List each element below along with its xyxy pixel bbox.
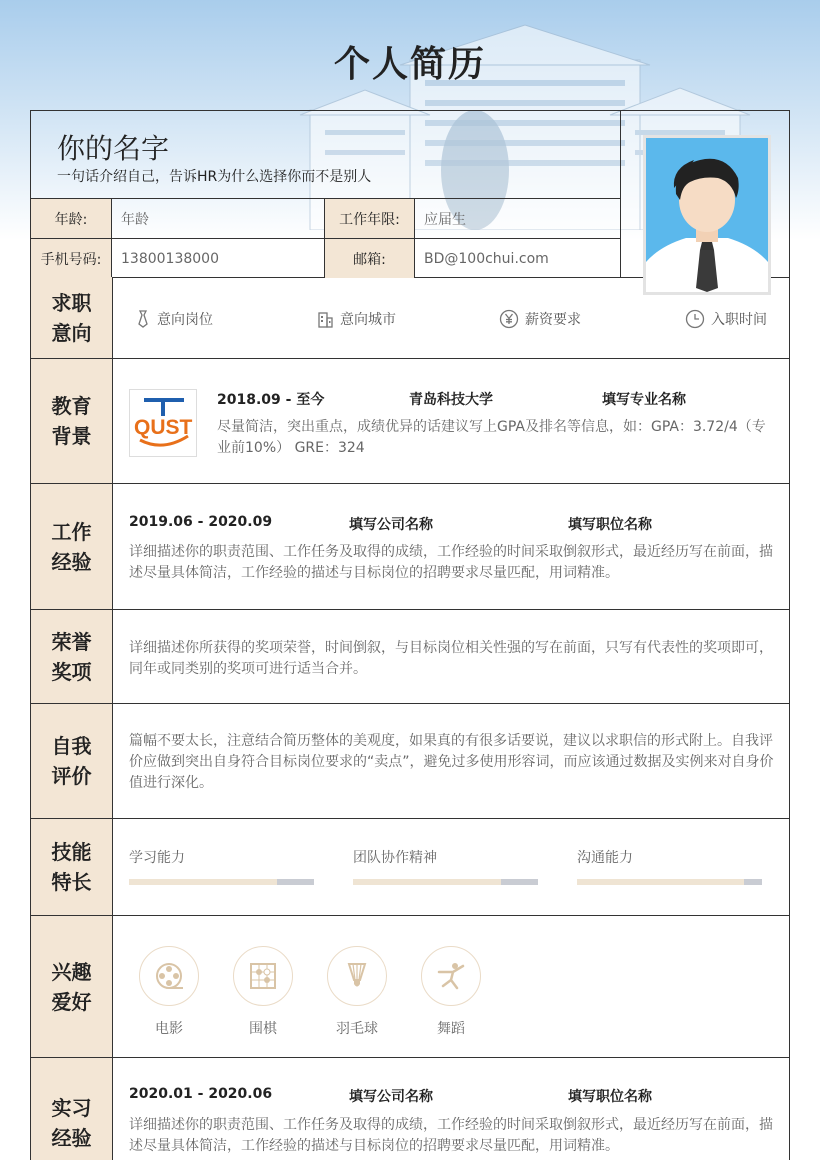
internship-position: 填写职位名称 <box>568 1089 652 1105</box>
go-board-icon <box>247 960 279 992</box>
yen-icon <box>499 309 519 329</box>
section-hobbies <box>30 916 790 1058</box>
email-value: BD@100chui.com <box>424 250 549 267</box>
candidate-tagline: 一句话介绍自己，告诉HR为什么选择你而不是别人 <box>57 169 372 185</box>
section-label: 技能特长 <box>31 819 113 915</box>
info-row-contact <box>31 238 620 278</box>
tie-icon <box>135 310 151 328</box>
email-label: 邮箱: <box>325 239 415 278</box>
page-title: 个人简历 <box>333 44 486 85</box>
intent-city: 意向城市 <box>317 309 396 329</box>
section-label: 实习经验 <box>31 1058 113 1160</box>
hobby-name: 舞蹈 <box>437 1021 465 1037</box>
honors-description: 详细描述你所获得的奖项荣誉，时间倒叙，与目标岗位相关性强的写在前面，只写有代表性的奖项即可，同年或同类别的奖项可进行适当合并。 <box>129 640 773 677</box>
section-label: 工作经验 <box>31 484 113 609</box>
phone-label: 手机号码: <box>31 239 112 278</box>
shuttlecock-icon <box>341 960 373 992</box>
age-value: 年龄 <box>112 199 325 238</box>
education-major: 填写专业名称 <box>602 392 686 408</box>
hobby-item <box>420 946 482 1038</box>
work-company: 填写公司名称 <box>349 517 433 533</box>
intent-start-date: 入职时间 <box>685 309 767 329</box>
intent-position: 意向岗位 <box>135 309 213 329</box>
section-work <box>30 484 790 610</box>
section-label: 教育背景 <box>31 359 113 483</box>
clock-icon <box>685 309 705 329</box>
hobby-item <box>326 946 388 1038</box>
intent-salary: 薪资要求 <box>499 309 581 329</box>
internship-company: 填写公司名称 <box>349 1089 433 1105</box>
skill-name: 沟通能力 <box>577 850 633 866</box>
resume-header <box>30 110 790 278</box>
section-label: 荣誉奖项 <box>31 610 113 703</box>
work-position: 填写职位名称 <box>568 517 652 533</box>
school-logo <box>129 389 197 457</box>
section-honors <box>30 610 790 704</box>
work-description: 详细描述你的职责范围、工作任务及取得的成绩，工作经验的时间采取倒叙形式，最近经历写在前面，描述尽量具体简洁，工作经验的描述与目标岗位的招聘要求尽量匹配，用词精准。 <box>129 544 773 581</box>
self-evaluation-description: 篇幅不要太长，注意结合简历整体的美观度，如果真的有很多话要说，建议以求职信的形式附上。自我评价应做到突出自身符合目标岗位要求的“卖点”，避免过多使用形容词，而应该通过数据及实例来对自身价值进行深化。 <box>129 733 774 791</box>
skill-item <box>577 847 762 885</box>
skill-name: 团队协作精神 <box>353 850 437 866</box>
work-period: 2019.06 - 2020.09 <box>129 514 273 530</box>
building-icon <box>317 311 334 328</box>
section-label: 兴趣爱好 <box>31 916 113 1057</box>
avatar-illustration <box>646 138 768 292</box>
skill-bar <box>577 879 762 885</box>
section-intent <box>30 277 790 359</box>
film-reel-icon <box>153 960 185 992</box>
phone-value: 13800138000 <box>112 239 325 278</box>
hobby-item <box>232 946 294 1038</box>
section-label: 自我评价 <box>31 704 113 818</box>
skill-item <box>353 847 538 885</box>
section-label: 求职意向 <box>31 277 113 358</box>
age-label: 年龄: <box>31 199 112 238</box>
education-description: 尽量简洁，突出重点，成绩优异的话建议写上GPA及排名等信息，如：GPA：3.72/4（专业前10%） GRE：324 <box>217 419 766 456</box>
education-period: 2018.09 - 至今 <box>217 392 325 408</box>
hobby-name: 羽毛球 <box>336 1021 378 1037</box>
dancer-icon <box>435 960 467 992</box>
resume-frame <box>30 110 790 1160</box>
internship-description: 详细描述你的职责范围、工作任务及取得的成绩，工作经验的时间采取倒叙形式，最近经历写在前面，描述尽量具体简洁，工作经验的描述与目标岗位的招聘要求尽量匹配，用词精准。 <box>129 1117 773 1154</box>
candidate-name: 你的名字 <box>57 132 170 165</box>
hobby-name: 围棋 <box>249 1021 277 1037</box>
avatar <box>643 135 771 295</box>
section-skills <box>30 819 790 916</box>
skill-item <box>129 847 314 885</box>
years-value: 应届生 <box>424 211 466 228</box>
years-label: 工作年限: <box>325 199 415 238</box>
skill-bar <box>353 879 538 885</box>
hobby-item <box>138 946 200 1038</box>
section-internship <box>30 1058 790 1160</box>
section-self-evaluation <box>30 704 790 819</box>
info-row-age <box>31 198 620 238</box>
education-school: 青岛科技大学 <box>409 392 493 408</box>
hobby-name: 电影 <box>155 1021 183 1037</box>
skill-bar <box>129 879 314 885</box>
skill-name: 学习能力 <box>129 850 185 866</box>
section-education <box>30 359 790 484</box>
photo-cell <box>620 111 790 278</box>
internship-period: 2020.01 - 2020.06 <box>129 1086 273 1102</box>
school-logo-text: QUST <box>134 416 193 439</box>
